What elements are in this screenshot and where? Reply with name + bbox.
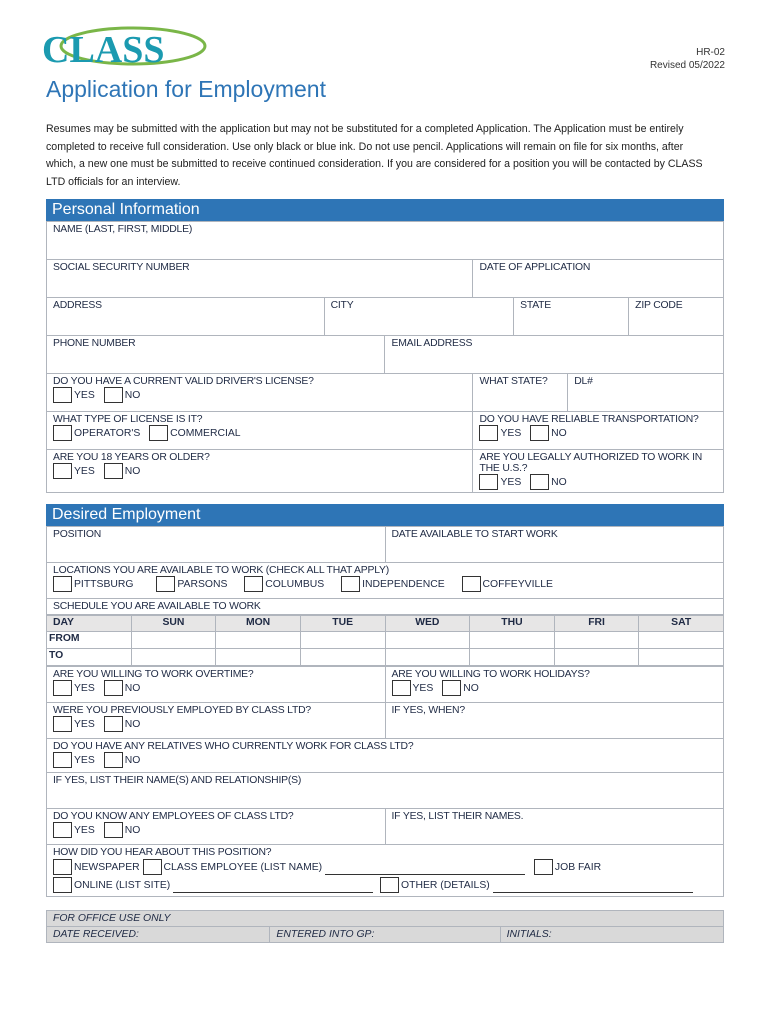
address-field[interactable]: ADDRESS [47,298,325,336]
desired-heading: Desired Employment [46,504,724,526]
personal-table [46,221,724,493]
state-field[interactable]: STATE [514,298,629,336]
intro-text: Resumes may be submitted with the application but may not be substituted for a completed Application. The Application must be entirely completed to receive full consideration. Use only black or blue ink. Do not use pencil. Applications will remain on file for six months, after which, a new one must be submitted to receive continued consideration. If you are considered for a position you will be contacted by CLASS LTD officials for an interview. [46,123,703,188]
location-checkbox-pittsburg[interactable] [53,576,72,592]
relatives-yes-checkbox[interactable] [53,752,72,768]
ssn-field[interactable]: SOCIAL SECURITY NUMBER [47,260,473,298]
fri-from-cell[interactable] [554,632,639,649]
transportation-question: DO YOU HAVE RELIABLE TRANSPORTATION? YES NO [473,412,724,450]
day-header: DAY [47,616,132,632]
city-field[interactable]: CITY [324,298,514,336]
date-received-label: DATE RECEIVED: [47,927,270,943]
other-checkbox[interactable] [380,877,399,893]
wed-header: WED [385,616,470,632]
mon-from-cell[interactable] [216,632,301,649]
thu-to-cell[interactable] [470,649,555,666]
other-line[interactable] [493,892,693,893]
wed-to-cell[interactable] [385,649,470,666]
class-employee-line[interactable] [325,874,525,875]
know-no-checkbox[interactable] [104,822,123,838]
sun-header: SUN [131,616,216,632]
office-use-section [46,910,724,943]
fri-to-cell[interactable] [554,649,639,666]
location-checkbox-independence[interactable] [341,576,360,592]
prev-employed-question: WERE YOU PREVIOUSLY EMPLOYED BY CLASS LTD? YES NO [47,703,386,739]
know-yes-checkbox[interactable] [53,822,72,838]
position-field[interactable]: POSITION [47,527,386,563]
initials-label: INITIALS: [500,927,723,943]
dl-no-checkbox[interactable] [104,387,123,403]
personal-section [46,199,724,493]
sun-from-cell[interactable] [131,632,216,649]
desired-section [46,504,724,897]
drivers-license-question: DO YOU HAVE A CURRENT VALID DRIVER'S LICENSE? YES NO [47,374,473,412]
holidays-no-checkbox[interactable] [442,680,461,696]
desired-table [46,526,724,615]
entered-gp-label: ENTERED INTO GP: [270,927,500,943]
revision-date: Revised 05/2022 [649,60,725,71]
overtime-no-checkbox[interactable] [104,680,123,696]
mon-to-cell[interactable] [216,649,301,666]
logo-text: CLASS [42,29,165,70]
hear-question: HOW DID YOU HEAR ABOUT THIS POSITION? NEWSPAPER CLASS EMPLOYEE (LIST NAME) JOB FAIR ONLINE (LIST SITE) OTHER (DETAILS) [47,845,724,897]
transport-no-checkbox[interactable] [530,425,549,441]
commercial-checkbox[interactable] [149,425,168,441]
fri-header: FRI [554,616,639,632]
schedule-table [46,615,724,666]
page-title: Application for Employment [46,76,326,102]
class-logo [38,22,208,70]
schedule-label: SCHEDULE YOU ARE AVAILABLE TO WORK [47,599,724,615]
class-employee-checkbox[interactable] [143,859,162,875]
wed-from-cell[interactable] [385,632,470,649]
prev-no-checkbox[interactable] [104,716,123,732]
location-checkbox-coffeyville[interactable] [462,576,481,592]
prev-yes-checkbox[interactable] [53,716,72,732]
employee-names-field[interactable]: IF YES, LIST THEIR NAMES. [385,809,724,845]
holidays-question: ARE YOU WILLING TO WORK HOLIDAYS? YES NO [385,667,724,703]
location-checkbox-parsons[interactable] [156,576,175,592]
tue-header: TUE [300,616,385,632]
relatives-no-checkbox[interactable] [104,752,123,768]
transport-yes-checkbox[interactable] [479,425,498,441]
date-application-field[interactable]: DATE OF APPLICATION [473,260,724,298]
overtime-question: ARE YOU WILLING TO WORK OVERTIME? YES NO [47,667,386,703]
thu-from-cell[interactable] [470,632,555,649]
name-field[interactable]: NAME (LAST, FIRST, MIDDLE) [47,222,724,260]
prev-when-field[interactable]: IF YES, WHEN? [385,703,724,739]
zip-field[interactable]: ZIP CODE [629,298,724,336]
license-type-question: WHAT TYPE OF LICENSE IS IT? OPERATOR'S COMMERCIAL [47,412,473,450]
dl-yes-checkbox[interactable] [53,387,72,403]
tue-from-cell[interactable] [300,632,385,649]
office-table [46,910,724,943]
location-checkbox-columbus[interactable] [244,576,263,592]
relatives-question: DO YOU HAVE ANY RELATIVES WHO CURRENTLY WORK FOR CLASS LTD? YES NO [47,739,724,773]
desired-table-2 [46,666,724,897]
office-heading: FOR OFFICE USE ONLY [47,911,724,927]
know-employees-question: DO YOU KNOW ANY EMPLOYEES OF CLASS LTD? YES NO [47,809,386,845]
overtime-yes-checkbox[interactable] [53,680,72,696]
date-available-field[interactable]: DATE AVAILABLE TO START WORK [385,527,724,563]
sat-from-cell[interactable] [639,632,724,649]
mon-header: MON [216,616,301,632]
form-code [650,46,725,72]
job-fair-checkbox[interactable] [534,859,553,875]
newspaper-checkbox[interactable] [53,859,72,875]
dl-state-field[interactable]: WHAT STATE? [473,374,568,412]
locations-question: LOCATIONS YOU ARE AVAILABLE TO WORK (CHECK ALL THAT APPLY) PITTSBURG PARSONS COLUMBUS INDEPENDENCE COFFEYVILLE [47,563,724,599]
authorized-yes-checkbox[interactable] [479,474,498,490]
sun-to-cell[interactable] [131,649,216,666]
authorized-no-checkbox[interactable] [530,474,549,490]
dl-number-field[interactable]: DL# [568,374,724,412]
holidays-yes-checkbox[interactable] [392,680,411,696]
thu-header: THU [470,616,555,632]
age-no-checkbox[interactable] [104,463,123,479]
online-checkbox[interactable] [53,877,72,893]
to-label: TO [47,649,132,666]
age-question: ARE YOU 18 YEARS OR OLDER? YES NO [47,450,473,493]
operator-checkbox[interactable] [53,425,72,441]
personal-heading: Personal Information [46,199,724,221]
tue-to-cell[interactable] [300,649,385,666]
authorized-question: ARE YOU LEGALLY AUTHORIZED TO WORK IN THE U.S.? YES NO [473,450,724,493]
phone-field[interactable]: PHONE NUMBER [47,336,385,374]
email-field[interactable]: EMAIL ADDRESS [385,336,724,374]
age-yes-checkbox[interactable] [53,463,72,479]
sat-to-cell[interactable] [639,649,724,666]
online-line[interactable] [173,892,373,893]
from-label: FROM [47,632,132,649]
form-number: HR-02 [696,47,725,58]
relatives-list-field[interactable]: IF YES, LIST THEIR NAME(S) AND RELATIONSHIP(S) [47,773,724,809]
sat-header: SAT [639,616,724,632]
